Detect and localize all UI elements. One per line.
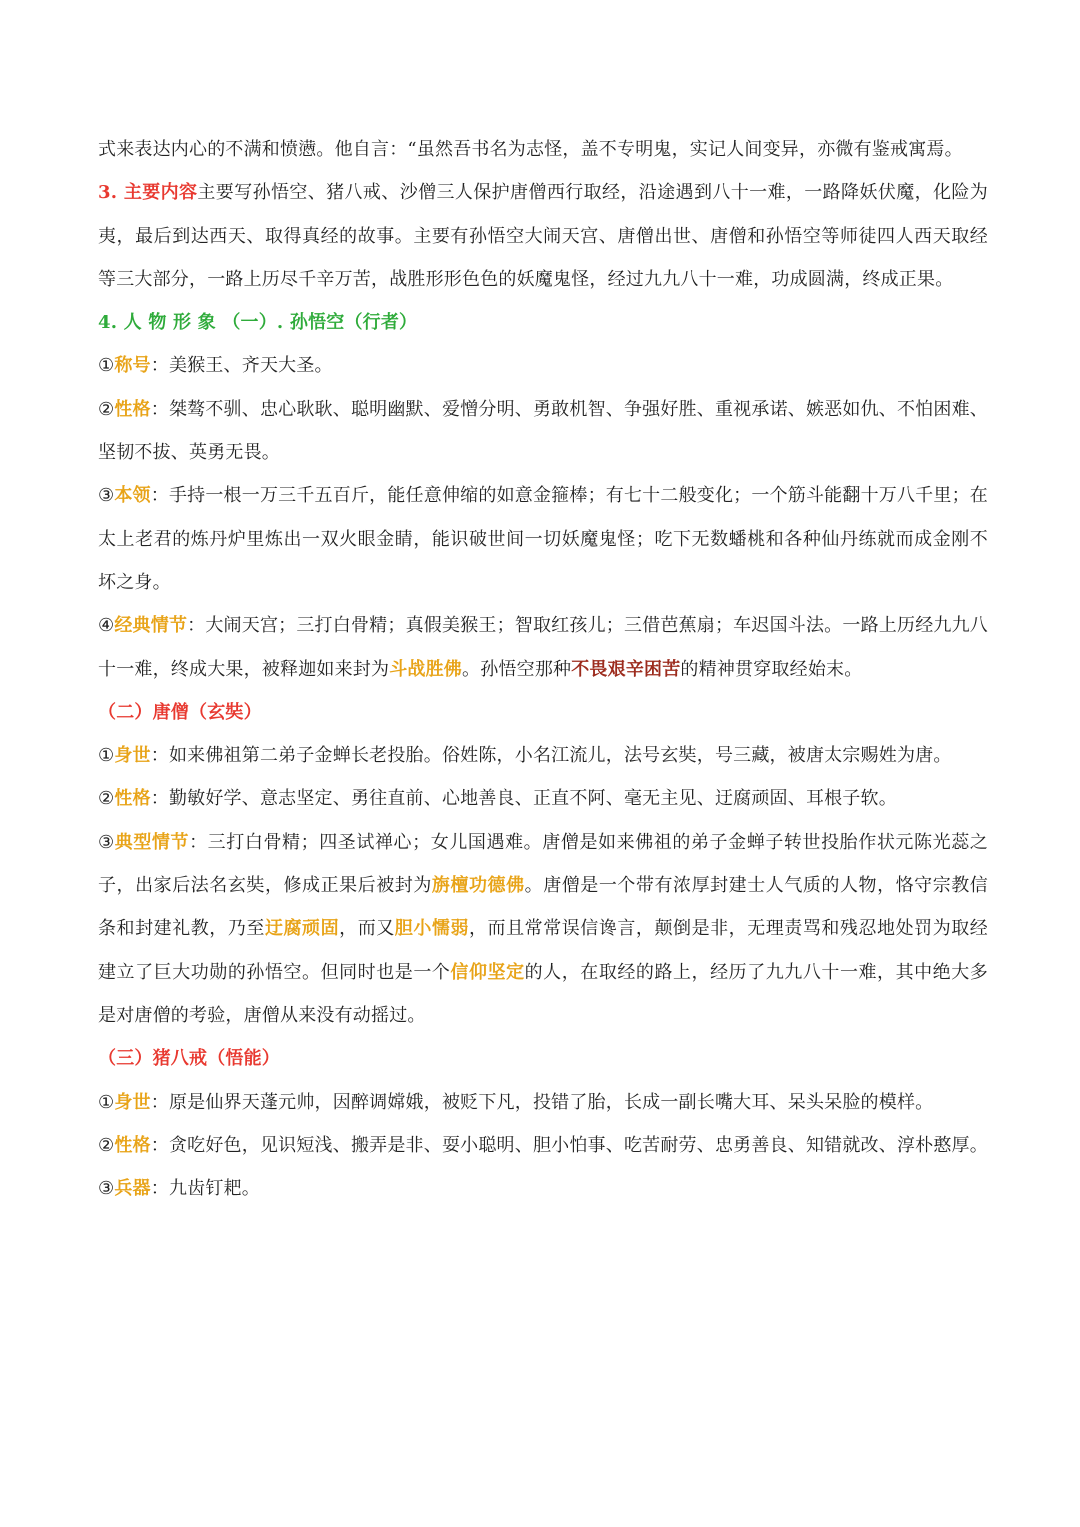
highlighted-term: 性格: [114, 398, 151, 420]
text-segment: ②: [98, 398, 115, 420]
paragraph: [98, 1037, 988, 1080]
paragraph: [98, 604, 988, 691]
text-segment: ①: [98, 355, 115, 377]
text-segment: ：贪吃好色，见识短浅、搬弄是非、耍小聪明、胆小怕事、吃苦耐劳、忠勇善良、知错就改、淳朴憨厚。: [150, 1134, 988, 1156]
text-segment: ：如来佛祖第二弟子金蝉长老投胎。俗姓陈，小名江流儿，法号玄奘，号三藏，被唐太宗赐姓为唐。: [150, 745, 952, 767]
highlighted-term: 兵器: [114, 1178, 151, 1200]
text-segment: ③: [98, 1178, 115, 1200]
paragraph: [98, 128, 988, 171]
text-segment: ：桀骜不驯、忠心耿耿、聪明幽默、爱憎分明、勇敢机智、争强好胜、重视承诺、嫉恶如仇、不怕困难、坚韧不拔、英勇无畏。: [98, 398, 988, 464]
highlighted-term: 3. 主要内容: [98, 182, 198, 204]
highlighted-term: 信仰坚定: [450, 961, 525, 983]
paragraph: [98, 388, 988, 475]
paragraph: [98, 171, 988, 301]
paragraph: [98, 344, 988, 387]
highlighted-term: 经典情节: [114, 615, 188, 637]
text-segment: ：原是仙界天蓬元帅，因醉调嫦娥，被贬下凡，投错了胎，长成一副长嘴大耳、呆头呆脸的模样。: [150, 1091, 934, 1113]
highlighted-term: 4. 人 物 形 象 （一）. 孙悟空（行者）: [98, 312, 418, 334]
text-segment: ，而又: [339, 918, 395, 940]
highlighted-term: 斗战胜佛: [389, 658, 463, 680]
highlighted-term: 胆小懦弱: [394, 918, 469, 940]
paragraph: [98, 1124, 988, 1167]
highlighted-term: 不畏艰辛困苦: [571, 658, 681, 680]
document-page: [98, 128, 988, 1210]
text-segment: ①: [98, 1091, 115, 1113]
text-segment: ：大闹天宫；三打白骨精；真假美猴王；智取红孩儿；三借芭蕉扇；车迟国斗法。一路上历经九九八十一难，终成大果，被释迦如来封为: [98, 615, 988, 680]
paragraph: [98, 1081, 988, 1124]
paragraph: [98, 734, 988, 777]
text-segment: ，而且常常误信谗言，颠倒是非，无理责骂和残忍地处罚为取经建立了巨大功勋的孙悟空。但同时也是一个: [98, 918, 988, 983]
highlighted-term: 典型情节: [114, 831, 190, 853]
paragraph: [98, 777, 988, 820]
highlighted-term: 性格: [114, 788, 151, 810]
paragraph: [98, 1167, 988, 1210]
highlighted-term: 旃檀功德佛: [431, 875, 525, 897]
paragraph: [98, 301, 988, 344]
highlighted-term: （二）唐僧（玄奘）: [98, 701, 262, 723]
text-segment: 的精神贯穿取经始末。: [680, 658, 863, 680]
highlighted-term: 性格: [114, 1134, 151, 1156]
text-segment: 式来表达内心的不满和愤懑。他自言：“虽然吾书名为志怪，盖不专明鬼，实记人间变异，亦微有鉴戒寓焉。: [98, 139, 963, 160]
paragraph: [98, 821, 988, 1037]
text-segment: 的人，在取经的路上，经历了九九八十一难，其中绝大多是对唐僧的考验，唐僧从来没有动摇过。: [98, 961, 988, 1026]
highlighted-term: （三）猪八戒（悟能）: [98, 1048, 280, 1070]
paragraph: [98, 474, 988, 604]
text-segment: 主要写孙悟空、猪八戒、沙僧三人保护唐僧西行取经，沿途遇到八十一难，一路降妖伏魔，化险为夷，最后到达西天、取得真经的故事。主要有孙悟空大闹天宫、唐僧出世、唐僧和孙悟空等师徒四人西天取经等三大部分，一路上历尽千辛万苦，战胜形形色色的妖魔鬼怪，经过九九八十一难，功成圆满，终成正果。: [98, 182, 988, 290]
highlighted-term: 本领: [114, 485, 151, 507]
highlighted-term: 身世: [114, 1091, 151, 1113]
paragraph: [98, 691, 988, 734]
text-segment: ：手持一根一万三千五百斤，能任意伸缩的如意金箍棒；有七十二般变化；一个筋斗能翻十万八千里；在太上老君的炼丹炉里炼出一双火眼金睛，能识破世间一切妖魔鬼怪；吃下无数蟠桃和各种仙丹练就而成金刚不坏之身。: [98, 485, 988, 593]
text-segment: ③: [98, 485, 115, 507]
text-segment: ：三打白骨精；四圣试禅心；女儿国遇难。唐僧是如来佛祖的弟子金蝉子转世投胎作状元陈光蕊之子，出家后法名玄奘，修成正果后被封为: [98, 831, 988, 897]
text-segment: 。唐僧是一个带有浓厚封建士人气质的人物，恪守宗教信条和封建礼教，乃至: [98, 875, 989, 940]
text-segment: ③: [98, 831, 115, 853]
text-segment: 。孙悟空那种: [462, 658, 572, 680]
highlighted-term: 称号: [114, 355, 151, 377]
highlighted-term: 身世: [114, 745, 151, 767]
text-segment: ：九齿钉耙。: [150, 1178, 260, 1200]
text-segment: ④: [98, 615, 115, 637]
text-segment: ①: [98, 745, 115, 767]
highlighted-term: 迂腐顽固: [264, 918, 340, 940]
text-segment: ②: [98, 788, 115, 810]
text-segment: ②: [98, 1134, 115, 1156]
text-segment: ：美猴王、齐天大圣。: [150, 355, 333, 377]
text-segment: ：勤敏好学、意志坚定、勇往直前、心地善良、正直不阿、毫无主见、迂腐顽固、耳根子软。: [150, 788, 897, 810]
